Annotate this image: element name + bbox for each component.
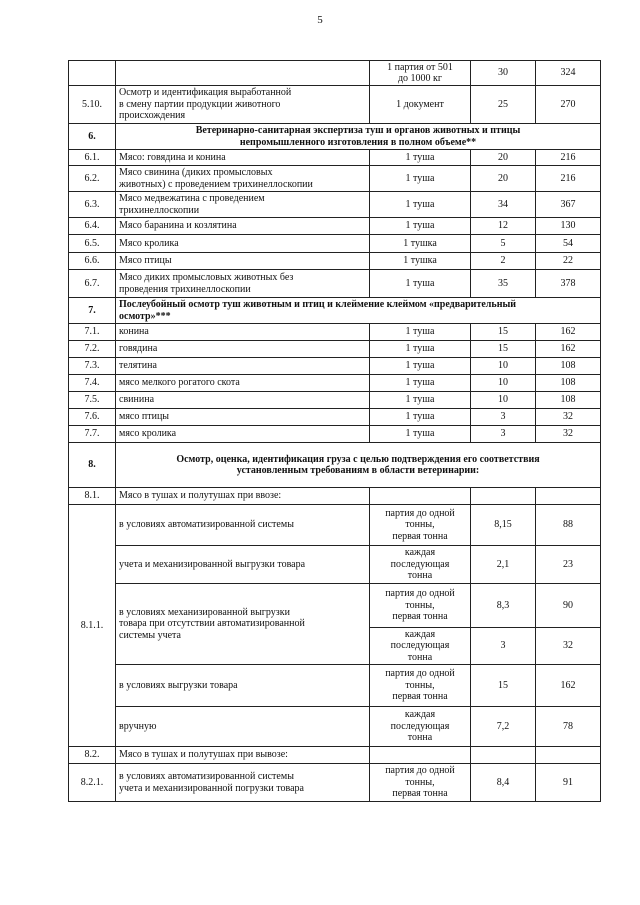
item-number [69, 270, 116, 298]
item-price [536, 270, 601, 298]
section-title-text: Ветеринарно-санитарная экспертиза туш и органов животных и птицы [195, 125, 521, 136]
item-price-text: 54 [563, 237, 573, 249]
item-name [116, 86, 370, 124]
item-number-text: 7.7. [84, 428, 100, 440]
item-name-text: системы учета [119, 629, 181, 641]
item-name [116, 488, 370, 505]
item-price-text: 270 [560, 98, 576, 110]
item-hours-text: 10 [498, 394, 508, 406]
item-hours-text: 2 [500, 255, 506, 267]
item-name-text: телятина [119, 360, 157, 372]
item-price-text: 91 [563, 776, 573, 788]
item-unit-text: первая тонна [392, 530, 448, 542]
section-title-text: осмотр»*** [119, 310, 171, 322]
item-unit-text: партия до одной [385, 765, 455, 777]
item-name [116, 747, 370, 764]
item-hours-text: 3 [500, 411, 506, 423]
table-row [69, 488, 601, 505]
item-number-text: 6.4. [84, 220, 100, 232]
item-name-text: мясо кролика [119, 428, 177, 440]
item-price-text: 32 [563, 428, 573, 440]
item-name [116, 270, 370, 298]
item-number-text: 7.6. [84, 411, 100, 423]
item-name-text: в условиях выгрузки товара [119, 679, 238, 691]
item-name-text: мясо мелкого рогатого скота [119, 377, 240, 389]
item-number [69, 192, 116, 218]
item-hours-text: 3 [500, 640, 506, 652]
item-price [536, 764, 601, 802]
item-name [116, 253, 370, 270]
item-number [69, 341, 116, 358]
section-number-text: 7. [88, 304, 96, 316]
item-hours-text: 25 [498, 98, 508, 110]
item-price-text: 324 [560, 67, 576, 79]
item-unit [370, 707, 471, 747]
item-unit-text: последующая [390, 720, 450, 732]
item-number [69, 764, 116, 802]
item-hours [471, 409, 536, 426]
fee-table [68, 60, 601, 802]
table-row [69, 341, 601, 358]
item-name [116, 218, 370, 235]
item-unit-text: партия до одной [385, 668, 455, 680]
item-number-text: 8.1.1. [80, 619, 104, 631]
item-unit-text: 1 тушка [403, 237, 437, 249]
item-price [536, 546, 601, 584]
item-hours-text: 3 [500, 428, 506, 440]
section-row [69, 443, 601, 488]
table-row [69, 505, 601, 546]
item-unit-text: до 1000 кг [397, 73, 443, 84]
item-unit-text: 1 документ [396, 98, 444, 110]
item-hours [471, 747, 536, 764]
item-number [69, 409, 116, 426]
item-name [116, 61, 370, 86]
item-hours-text: 2,1 [496, 558, 510, 570]
item-hours-text: 8,3 [496, 599, 510, 611]
item-price-text: 90 [563, 599, 573, 611]
item-price-text: 162 [560, 343, 576, 355]
item-unit [370, 665, 471, 707]
item-unit-text: тонны, [405, 599, 435, 611]
item-unit-text: 1 туша [405, 360, 435, 372]
item-number [69, 86, 116, 124]
item-name-text: свинина [119, 394, 155, 406]
item-name [116, 166, 370, 192]
item-price-text: 162 [560, 326, 576, 338]
item-hours [471, 235, 536, 253]
section-title [116, 124, 601, 150]
item-number [69, 426, 116, 443]
item-number [69, 358, 116, 375]
item-name [116, 324, 370, 341]
item-hours-text: 35 [498, 277, 508, 289]
item-price [536, 166, 601, 192]
item-hours-text: 15 [498, 343, 508, 355]
item-name-text: происхождения [119, 110, 186, 122]
item-name [116, 665, 370, 707]
item-unit-text: последующая [390, 640, 450, 652]
item-price [536, 505, 601, 546]
item-unit-text: последующая [390, 558, 450, 570]
item-hours-text: 15 [498, 326, 508, 338]
item-hours [471, 253, 536, 270]
item-name-text: проведения трихинеллоскопии [119, 283, 251, 295]
item-hours [471, 505, 536, 546]
item-name [116, 358, 370, 375]
item-name [116, 235, 370, 253]
item-price-text: 378 [560, 277, 576, 289]
table-row [69, 324, 601, 341]
item-number [69, 218, 116, 235]
item-number [69, 166, 116, 192]
item-price [536, 235, 601, 253]
item-hours [471, 61, 536, 86]
item-name [116, 546, 370, 584]
item-price [536, 61, 601, 86]
item-name-text: Мясо диких промысловых животных без [119, 272, 294, 283]
item-hours-text: 8,4 [496, 776, 510, 788]
item-price [536, 218, 601, 235]
item-price-text: 216 [560, 151, 576, 163]
table-row [69, 253, 601, 270]
item-price-text: 162 [560, 679, 576, 691]
item-number-text: 6.2. [84, 172, 100, 184]
item-name [116, 192, 370, 218]
item-hours [471, 707, 536, 747]
item-hours [471, 270, 536, 298]
item-name [116, 392, 370, 409]
item-unit-text: 1 туша [405, 394, 435, 406]
item-unit [370, 747, 471, 764]
item-price-text: 130 [560, 220, 576, 232]
item-name-text: животных) с проведением трихинеллоскопии [119, 178, 313, 190]
item-unit-text: тонна [407, 570, 433, 582]
item-hours [471, 584, 536, 628]
item-unit-text: партия до одной [385, 507, 455, 519]
item-price-text: 32 [563, 640, 573, 652]
table-row [69, 358, 601, 375]
table-row [69, 192, 601, 218]
item-hours-text: 20 [498, 172, 508, 184]
item-name-text: конина [119, 326, 149, 338]
item-name-text: Осмотр и идентификация выработанной [119, 87, 292, 99]
item-hours [471, 426, 536, 443]
item-hours [471, 488, 536, 505]
item-hours [471, 358, 536, 375]
item-hours-text: 8,15 [494, 519, 512, 531]
table-row [69, 375, 601, 392]
item-price [536, 409, 601, 426]
item-hours [471, 392, 536, 409]
item-number [69, 747, 116, 764]
item-number [69, 61, 116, 86]
item-hours-text: 34 [498, 198, 508, 210]
item-unit [370, 253, 471, 270]
item-unit-text: 1 туша [405, 326, 435, 338]
item-price [536, 86, 601, 124]
item-price [536, 375, 601, 392]
item-price [536, 665, 601, 707]
item-number-text: 6.1. [84, 151, 100, 163]
item-hours-text: 20 [498, 151, 508, 163]
item-name-text: Мясо баранина и козлятина [119, 220, 237, 232]
section-row [69, 124, 601, 150]
item-number [69, 253, 116, 270]
table-row [69, 764, 601, 802]
item-unit-text: первая тонна [392, 691, 448, 703]
item-price [536, 341, 601, 358]
item-name-text: Мясо свинина (диких промысловых [119, 167, 273, 178]
section-title-text: установленным требованиям в области ветеринарии: [236, 465, 480, 476]
section-number [69, 124, 116, 150]
item-name-text: в условиях автоматизированной системы [119, 519, 294, 531]
table-row [69, 270, 601, 298]
item-unit-text: тонны, [405, 679, 435, 691]
item-hours [471, 546, 536, 584]
item-number-text: 6.6. [84, 255, 100, 267]
item-unit [370, 341, 471, 358]
item-hours [471, 218, 536, 235]
item-unit-text: 1 туша [405, 220, 435, 232]
item-unit [370, 218, 471, 235]
item-unit [370, 86, 471, 124]
table-row [69, 61, 601, 86]
item-unit [370, 358, 471, 375]
item-hours-text: 5 [500, 237, 506, 249]
table-row [69, 218, 601, 235]
item-price [536, 628, 601, 665]
item-price [536, 747, 601, 764]
item-hours [471, 86, 536, 124]
table-row [69, 166, 601, 192]
item-unit-text: тонна [407, 732, 433, 744]
item-price-text: 216 [560, 172, 576, 184]
item-name-text: Мясо: говядина и конина [119, 151, 226, 163]
item-number-text: 8.1. [84, 490, 100, 502]
item-name [116, 375, 370, 392]
item-number-text: 5.10. [82, 98, 102, 110]
item-name [116, 707, 370, 747]
item-price-text: 22 [563, 255, 573, 267]
item-name-text: в условиях механизированной выгрузки [119, 606, 290, 618]
item-unit [370, 426, 471, 443]
item-name-text: мясо птицы [119, 411, 170, 423]
item-price [536, 392, 601, 409]
item-unit-text: 1 туша [405, 198, 435, 210]
item-price-text: 32 [563, 411, 573, 423]
item-number-text: 7.3. [84, 360, 100, 372]
item-price [536, 324, 601, 341]
item-unit [370, 150, 471, 166]
item-name-text: Мясо птицы [119, 255, 172, 267]
item-unit [370, 375, 471, 392]
item-number [69, 488, 116, 505]
section-number [69, 443, 116, 488]
item-unit-text: тонна [407, 651, 433, 663]
item-number-text: 8.2. [84, 749, 100, 761]
section-title [116, 443, 601, 488]
item-price [536, 253, 601, 270]
item-unit [370, 192, 471, 218]
item-price [536, 150, 601, 166]
item-hours [471, 764, 536, 802]
item-hours-text: 30 [498, 67, 508, 79]
item-hours [471, 150, 536, 166]
item-price-text: 88 [563, 519, 573, 531]
item-price-text: 78 [563, 720, 573, 732]
table-row [69, 86, 601, 124]
item-number-text: 6.3. [84, 198, 100, 210]
section-title-text: Послеубойный осмотр туш животным и птиц и клеймение клеймом «предварительный [119, 299, 517, 310]
section-number-text: 6. [88, 130, 96, 142]
table-row [69, 584, 601, 628]
item-hours [471, 341, 536, 358]
item-unit-text: 1 партия от 501 [387, 61, 453, 73]
item-number [69, 235, 116, 253]
item-name [116, 764, 370, 802]
item-hours [471, 628, 536, 665]
item-name-text: Мясо кролика [119, 237, 179, 249]
item-name-text: Мясо в тушах и полутушах при ввозе: [119, 490, 282, 502]
item-name-text: говядина [119, 343, 158, 355]
table-row [69, 665, 601, 707]
item-name-text: вручную [119, 720, 157, 732]
item-name-text: в смену партии продукции животного [119, 98, 281, 110]
item-name-text: Мясо медвежатина с проведением [119, 193, 265, 204]
item-hours [471, 375, 536, 392]
table-row [69, 235, 601, 253]
item-number-text: 6.7. [84, 277, 100, 289]
item-number [69, 505, 116, 747]
item-number-text: 7.5. [84, 394, 100, 406]
item-price-text: 108 [560, 377, 576, 389]
item-number [69, 392, 116, 409]
item-unit-text: 1 туша [405, 428, 435, 440]
item-name [116, 409, 370, 426]
item-price [536, 488, 601, 505]
item-hours-text: 12 [498, 220, 508, 232]
item-unit [370, 61, 471, 86]
item-unit-text: 1 туша [405, 172, 435, 184]
item-price-text: 108 [560, 394, 576, 406]
item-hours [471, 166, 536, 192]
item-number-text: 8.2.1. [80, 776, 104, 788]
item-unit [370, 764, 471, 802]
item-unit-text: 1 тушка [403, 255, 437, 267]
item-name [116, 505, 370, 546]
table-row [69, 747, 601, 764]
item-unit [370, 392, 471, 409]
item-name-text: трихинеллоскопии [119, 204, 200, 216]
section-title-text: Осмотр, оценка, идентификация груза с целью подтверждения его соответствия [176, 453, 540, 465]
item-unit-text: 1 туша [405, 411, 435, 423]
item-number [69, 375, 116, 392]
item-number-text: 7.1. [84, 326, 100, 338]
item-unit [370, 505, 471, 546]
table-row [69, 546, 601, 584]
table-row [69, 392, 601, 409]
item-number-text: 7.4. [84, 377, 100, 389]
item-unit-text: каждая [404, 547, 436, 559]
item-unit-text: первая тонна [392, 788, 448, 800]
item-unit-text: каждая [404, 709, 436, 721]
item-unit [370, 235, 471, 253]
item-name-text: в условиях автоматизированной системы [119, 771, 294, 782]
item-hours-text: 10 [498, 377, 508, 389]
item-unit-text: 1 туша [405, 377, 435, 389]
item-number [69, 324, 116, 341]
item-hours [471, 192, 536, 218]
item-unit-text: 1 туша [405, 277, 435, 289]
item-price [536, 584, 601, 628]
section-number [69, 298, 116, 324]
item-unit [370, 628, 471, 665]
item-unit [370, 166, 471, 192]
item-name [116, 584, 370, 665]
item-name-text: Мясо в тушах и полутушах при вывозе: [119, 749, 288, 761]
table-row [69, 150, 601, 166]
page-number: 5 [317, 14, 323, 26]
item-unit [370, 324, 471, 341]
item-price-text: 367 [560, 198, 576, 210]
item-unit [370, 409, 471, 426]
item-hours-text: 15 [498, 679, 508, 691]
item-hours-text: 10 [498, 360, 508, 372]
table-row [69, 409, 601, 426]
item-unit [370, 488, 471, 505]
item-unit-text: 1 туша [405, 151, 435, 163]
item-name [116, 426, 370, 443]
item-hours [471, 665, 536, 707]
section-title-text: непромышленного изготовления в полном объеме** [239, 136, 477, 148]
item-unit [370, 584, 471, 628]
item-price [536, 192, 601, 218]
item-unit [370, 546, 471, 584]
item-name-text: учета и механизированной погрузки товара [119, 782, 304, 794]
item-name [116, 341, 370, 358]
item-unit [370, 270, 471, 298]
item-price [536, 426, 601, 443]
item-name [116, 150, 370, 166]
item-unit-text: первая тонна [392, 611, 448, 623]
item-hours [471, 324, 536, 341]
section-row [69, 298, 601, 324]
item-price-text: 108 [560, 360, 576, 372]
item-number [69, 150, 116, 166]
item-price [536, 358, 601, 375]
section-title [116, 298, 601, 324]
table-row [69, 426, 601, 443]
item-unit-text: тонны, [405, 519, 435, 531]
item-unit-text: тонны, [405, 776, 435, 788]
item-unit-text: 1 туша [405, 343, 435, 355]
table-row [69, 707, 601, 747]
item-unit-text: партия до одной [385, 588, 455, 600]
item-name-text: товара при отсутствии автоматизированной [119, 618, 305, 630]
item-price [536, 707, 601, 747]
item-number-text: 6.5. [84, 237, 100, 249]
item-name-text: учета и механизированной выгрузки товара [119, 558, 306, 570]
item-number-text: 7.2. [84, 343, 100, 355]
item-price-text: 23 [563, 558, 573, 570]
section-number-text: 8. [88, 459, 96, 471]
item-hours-text: 7,2 [496, 720, 510, 732]
item-unit-text: каждая [404, 628, 436, 640]
